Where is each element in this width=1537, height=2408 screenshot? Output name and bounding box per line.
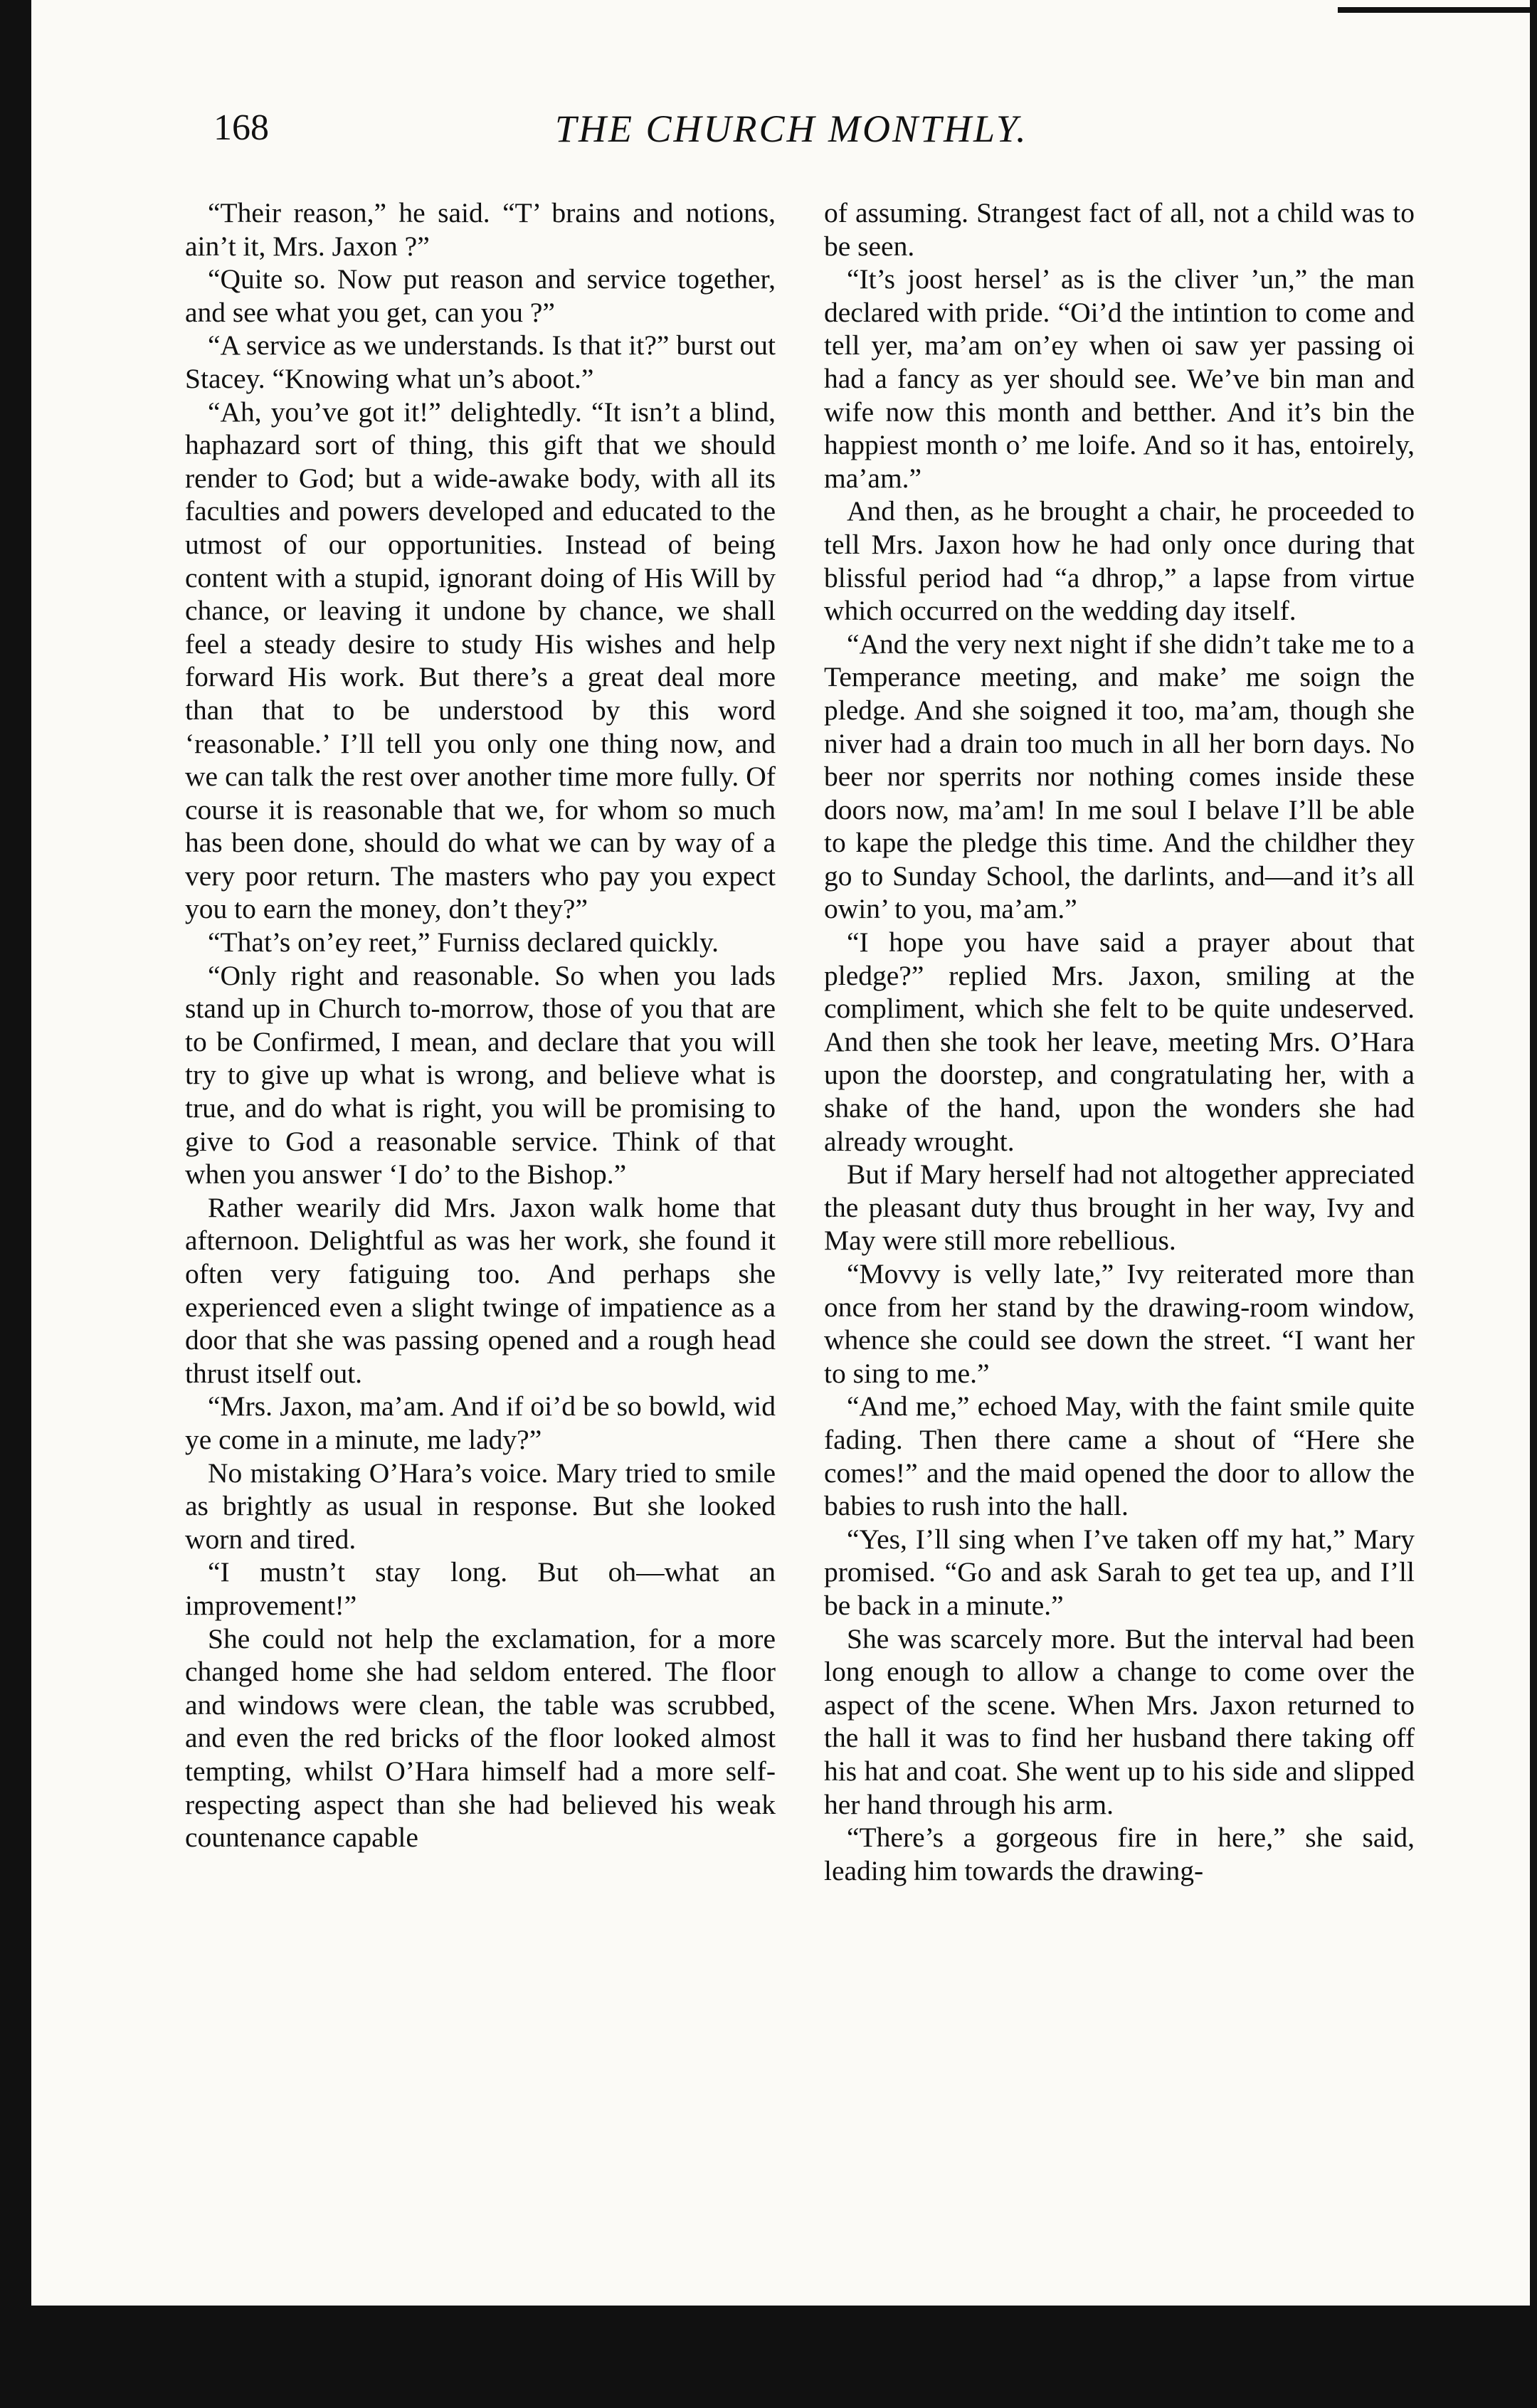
paragraph: But if Mary herself had not altogether appreciated the pleasant duty thus brought in her way, Ivy and May were still more rebellious.	[824, 1158, 1415, 1257]
paragraph: “Mrs. Jaxon, ma’am. And if oi’d be so bowld, wid ye come in a minute, me lady?”	[185, 1390, 776, 1455]
page-edge-bottom	[0, 2306, 1537, 2408]
paragraph: “Yes, I’ll sing when I’ve taken off my hat,” Mary promised. “Go and ask Sarah to get tea up, and I’ll be back in a minute.”	[824, 1523, 1415, 1621]
page-number: 168	[213, 107, 269, 148]
paragraph: “It’s joost hersel’ as is the cliver ’un,” the man declared with pride. “Oi’d the intintion to come and tell yer, ma’am on’ey when oi saw yer passing oi had a fancy as yer should see. We’ve bin man and wife now this month and betther. And it’s bin the happiest month o’ me loife. And so it has, entoirely, ma’am.”	[824, 263, 1415, 494]
paragraph: “A service as we understands. Is that it?” burst out Stacey. “Knowing what un’s aboot.”	[185, 329, 776, 394]
right-column	[824, 196, 1415, 2260]
paragraph: “And me,” echoed May, with the faint smile quite fading. Then there came a shout of “Here she comes!” and the maid opened the door to allow the babies to rush into the hall.	[824, 1390, 1415, 1522]
paragraph-continuation: of assuming. Strangest fact of all, not a child was to be seen.	[824, 197, 1415, 262]
paragraph: “That’s on’ey reet,” Furniss declared quickly.	[208, 926, 719, 959]
paragraph: And then, as he brought a chair, he proceeded to tell Mrs. Jaxon how he had only once during that blissful period had “a dhrop,” a lapse from virtue which occurred on the wedding day itself.	[824, 495, 1415, 627]
paragraph: “And the very next night if she didn’t take me to a Temperance meeting, and make’ me soign the pledge. And she soigned it too, ma’am, though she niver had a drain too much in all her born days. No beer nor sperrits nor nothing comes inside these doors now, ma’am! In me soul I belave I’ll be able to kape the pledge this time. And the childher they go to Sunday School, the darlints, and—and it’s all owin’ to you, ma’am.”	[824, 628, 1415, 925]
paragraph: “Their reason,” he said. “T’ brains and notions, ain’t it, Mrs. Jaxon ?”	[185, 197, 776, 262]
page-edge-right	[1530, 0, 1537, 2408]
top-rule	[1338, 7, 1537, 13]
paragraph: “Quite so. Now put reason and service together, and see what you get, can you ?”	[185, 263, 776, 328]
paragraph: “I mustn’t stay long. But oh—what an improvement!”	[185, 1556, 776, 1621]
paragraph: “Movvy is velly late,” Ivy reiterated more than once from her stand by the drawing-room window, whence she could see down the street. “I want her to sing to me.”	[824, 1258, 1415, 1389]
running-title: THE CHURCH MONTHLY.	[555, 107, 1028, 150]
paragraph: Rather wearily did Mrs. Jaxon walk home that afternoon. Delightful as was her work, she found it often very fatiguing too. And perhaps she experienced even a slight twinge of impatience as a door that she was passing opened and a rough head thrust itself out.	[185, 1191, 776, 1389]
paragraph: “There’s a gorgeous fire in here,” she said, leading him towards the drawing-	[824, 1822, 1415, 1886]
page-edge-left	[0, 0, 31, 2408]
paragraph: No mistaking O’Hara’s voice. Mary tried to smile as brightly as usual in response. But she looked worn and tired.	[185, 1457, 776, 1555]
paragraph: She was scarcely more. But the interval had been long enough to allow a change to come over the aspect of the scene. When Mrs. Jaxon returned to the hall it was to find her husband there taking off his hat and coat. She went up to his side and slipped her hand through his arm.	[824, 1622, 1415, 1820]
paragraph: “Only right and reasonable. So when you lads stand up in Church to-morrow, those of you that are to be Confirmed, I mean, and declare that you will try to give up what is wrong, and believe what is true, and do what is right, you will be promising to give to God a reasonable service. Think of that when you answer ‘I do’ to the Bishop.”	[185, 959, 776, 1190]
paragraph: “Ah, you’ve got it!” delightedly. “It isn’t a blind, haphazard sort of thing, this gift that we should render to God; but a wide-awake body, with all its faculties and powers developed and educated to the utmost of our opportunities. Instead of being content with a stupid, ignorant doing of His Will by chance, or leaving it undone by chance, we shall feel a steady desire to study His wishes and help forward His work. But there’s a great deal more than that to be understood by this word ‘reasonable.’ I’ll tell you only one thing now, and we can talk the rest over another time more fully. Of course it is reasonable that we, for whom so much has been done, should do what we can by way of a very poor return. The masters who pay you expect you to earn the money, don’t they?”	[185, 396, 776, 925]
paragraph: She could not help the exclamation, for a more changed home she had seldom entered. The floor and windows were clean, the table was scrubbed, and even the red bricks of the floor looked almost tempting, whilst O’Hara himself had a more self-respecting aspect than she had believed his weak countenance capable	[185, 1622, 776, 1854]
page-header	[213, 107, 1380, 164]
paragraph: “I hope you have said a prayer about that pledge?” replied Mrs. Jaxon, smiling at the compliment, which she felt to be quite undeserved. And then she took her leave, meeting Mrs. O’Hara upon the doorstep, and congratulating her, with a shake of the hand, upon the wonders she had already wrought.	[824, 926, 1415, 1157]
left-column	[185, 196, 776, 2260]
